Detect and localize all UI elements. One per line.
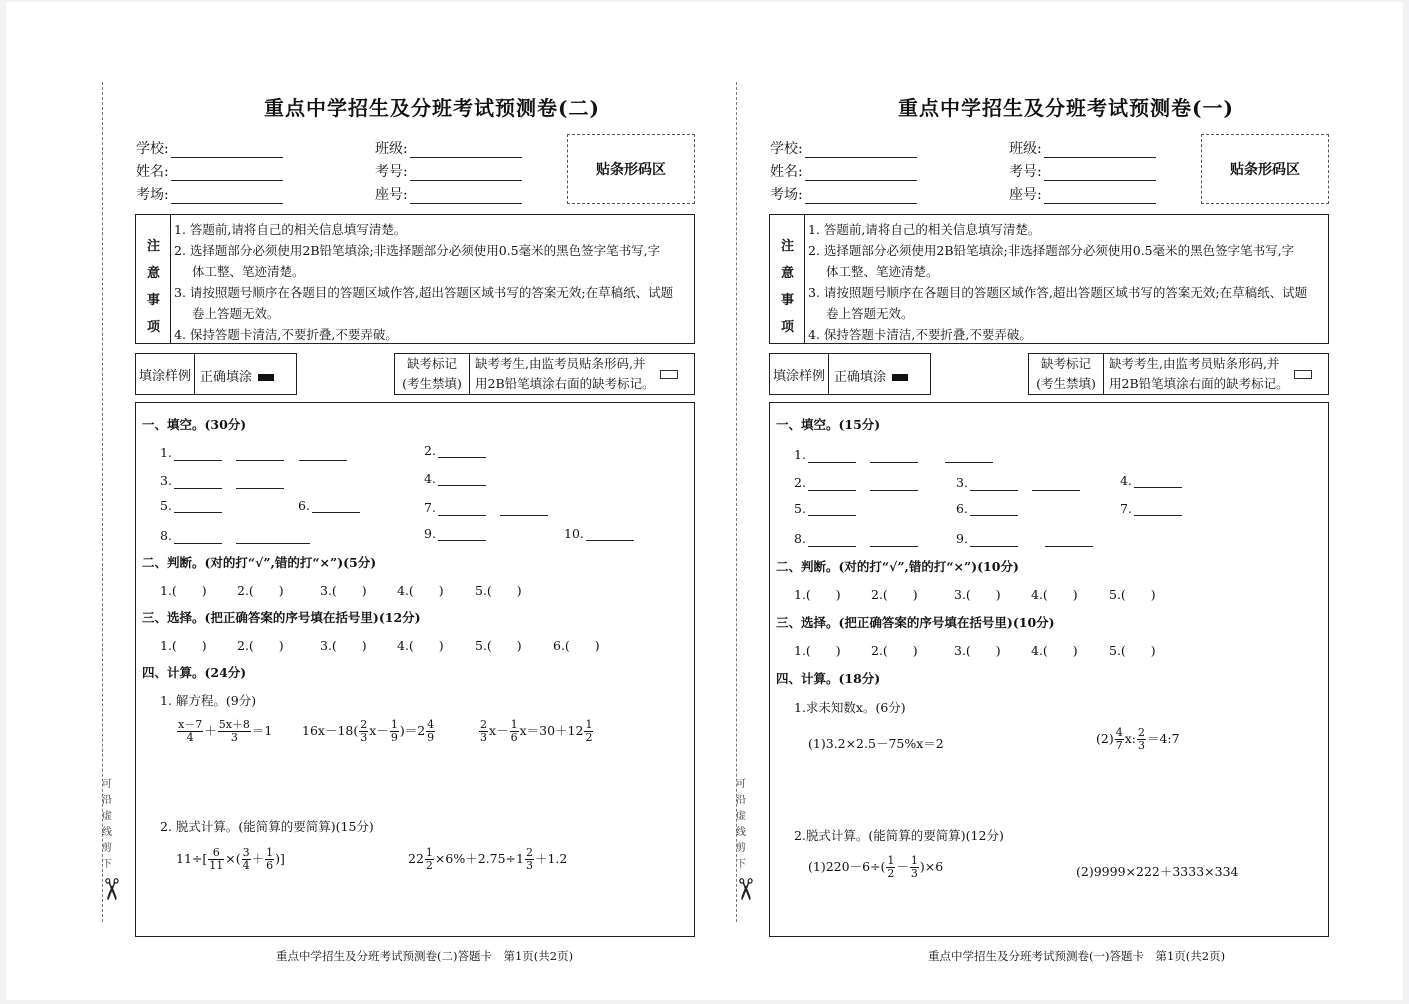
judge-4[interactable]: 4.( ) (1031, 587, 1078, 602)
barcode-area: 贴条形码区 (1201, 134, 1329, 204)
class-field[interactable]: 班级: (1009, 138, 1156, 158)
left-page (93, 2, 736, 1000)
section-fill-blank: 一、填空。(30分) (142, 417, 247, 432)
equation-3: $\frac{2}{3}$ x－ $\frac{1}{6}$ x＝30＋12 $\frac{1}{2}$ (480, 718, 593, 744)
equation-2: (2) $\frac{4}{7}$ x: $\frac{2}{3}$ ＝4:7 (1096, 726, 1180, 752)
scissors-icon: ✂ (93, 876, 129, 903)
calc-find-unknown: 1.求未知数x。(6分) (794, 700, 906, 715)
absent-mark: 缺考标记 (考生禁填) 缺考考生,由监考员贴条形码,并 用2B铅笔填涂右面的缺考标记。 (1028, 353, 1329, 395)
school-field[interactable]: 学校: (770, 138, 917, 158)
filled-mark-icon (892, 374, 908, 381)
judge-3[interactable]: 3.( ) (954, 587, 1001, 602)
choice-4[interactable]: 4.( ) (1031, 643, 1078, 658)
judge-1[interactable]: 1.( ) (160, 583, 207, 598)
notice-side-label: 注 意 事 项 (136, 215, 171, 343)
cut-instruction: 可 沿 虚 线 剪 下 (102, 779, 112, 870)
expression-2: 22 $\frac{1}{2}$ ×6%＋2.75÷1 $\frac{2}{3}$ ＋1.2 (408, 846, 568, 872)
expression-1: (1)220－6÷( $\frac{1}{2}$ － $\frac{1}{3}$ )×6 (808, 854, 944, 880)
fill-sample: 填涂样例 正确填涂 (135, 353, 297, 395)
equation-2: 16x－18( $\frac{2}{3}$ x－ $\frac{1}{9}$ )＝2 $\frac{4}{9}$ (302, 718, 435, 744)
judge-1[interactable]: 1.( ) (794, 587, 841, 602)
blank-3[interactable]: 3. (956, 473, 1080, 491)
class-field[interactable]: 班级: (375, 138, 522, 158)
page-title: 重点中学招生及分班考试预测卷(二) (264, 96, 600, 120)
blank-8[interactable]: 8. (794, 529, 918, 547)
section-calc: 四、计算。(18分) (776, 671, 881, 686)
blank-9[interactable]: 9. (956, 529, 1093, 547)
blank-9[interactable]: 9. (424, 526, 486, 541)
choice-3[interactable]: 3.( ) (320, 638, 367, 653)
page-title: 重点中学招生及分班考试预测卷(一) (898, 96, 1234, 120)
blank-3[interactable]: 3. (160, 471, 284, 489)
fill-sample: 填涂样例 正确填涂 (769, 353, 931, 395)
blank-1[interactable]: 1. (160, 443, 347, 461)
blank-4[interactable]: 4. (424, 471, 486, 486)
cut-instruction: 可 沿 虚 线 剪 下 (736, 779, 746, 870)
notice-text: 1. 答题前,请将自己的相关信息填写清楚。 2. 选择题部分必须使用2B铅笔填涂;非选择题部分必须使用0.5毫米的黑色签字笔书写,字 体工整、笔迹清楚。 3. 请按照题号顺序在各题目的答题区域作答,超出答题区域书写的答案无效;在草稿纸、试题 卷上答题无效。 4. 保持答题卡清洁,不要折叠,不要弄破。 (174, 222, 674, 342)
choice-4[interactable]: 4.( ) (397, 638, 444, 653)
filled-mark-icon (258, 374, 274, 381)
answer-area (769, 402, 1329, 937)
room-field[interactable]: 考场: (136, 184, 283, 204)
school-field[interactable]: 学校: (136, 138, 283, 158)
section-judge: 二、判断。(对的打“√”,错的打“×”)(5分) (142, 555, 377, 570)
notice-box (769, 214, 1329, 344)
barcode-area: 贴条形码区 (567, 134, 695, 204)
page-footer: 重点中学招生及分班考试预测卷(一)答题卡 第1页(共2页) (928, 949, 1226, 963)
judge-3[interactable]: 3.( ) (320, 583, 367, 598)
notice-side-label: 注 意 事 项 (770, 215, 805, 343)
judge-5[interactable]: 5.( ) (1109, 587, 1156, 602)
blank-5[interactable]: 5. (160, 498, 222, 513)
blank-8[interactable]: 8. (160, 526, 310, 544)
blank-1[interactable]: 1. (794, 445, 993, 463)
expression-2: (2)9999×222＋3333×334 (1076, 864, 1239, 879)
blank-5[interactable]: 5. (794, 501, 856, 516)
seat-field[interactable]: 座号: (1009, 184, 1156, 204)
blank-6[interactable]: 6. (298, 498, 360, 513)
section-calc: 四、计算。(24分) (142, 665, 247, 680)
scissors-icon: ✂ (727, 876, 763, 903)
equation-1: $\frac{x-7}{4}$ ＋ $\frac{5x+8}{3}$ ＝1 (178, 718, 273, 744)
section-choice: 三、选择。(把正确答案的序号填在括号里)(10分) (776, 615, 1055, 630)
calc-step-by-step: 2. 脱式计算。(能简算的要简算)(15分) (160, 819, 374, 834)
blank-4[interactable]: 4. (1120, 473, 1182, 488)
absent-mark: 缺考标记 (考生禁填) 缺考考生,由监考员贴条形码,并 用2B铅笔填涂右面的缺考标记。 (394, 353, 695, 395)
calc-solve-equations: 1. 解方程。(9分) (160, 693, 257, 708)
absent-checkbox[interactable] (1294, 370, 1312, 379)
choice-6[interactable]: 6.( ) (553, 638, 600, 653)
room-field[interactable]: 考场: (770, 184, 917, 204)
section-judge: 二、判断。(对的打“√”,错的打“×”)(10分) (776, 559, 1019, 574)
notice-box (135, 214, 695, 344)
choice-1[interactable]: 1.( ) (160, 638, 207, 653)
page-footer: 重点中学招生及分班考试预测卷(二)答题卡 第1页(共2页) (276, 949, 574, 963)
name-field[interactable]: 姓名: (770, 161, 917, 181)
name-field[interactable]: 姓名: (136, 161, 283, 181)
judge-4[interactable]: 4.( ) (397, 583, 444, 598)
blank-2[interactable]: 2. (794, 473, 918, 491)
choice-5[interactable]: 5.( ) (475, 638, 522, 653)
section-fill-blank: 一、填空。(15分) (776, 417, 881, 432)
blank-10[interactable]: 10. (564, 526, 634, 541)
seat-field[interactable]: 座号: (375, 184, 522, 204)
notice-text: 1. 答题前,请将自己的相关信息填写清楚。 2. 选择题部分必须使用2B铅笔填涂;非选择题部分必须使用0.5毫米的黑色签字笔书写,字 体工整、笔迹清楚。 3. 请按照题号顺序在各题目的答题区域作答,超出答题区域书写的答案无效;在草稿纸、试题 卷上答题无效。 4. 保持答题卡清洁,不要折叠,不要弄破。 (808, 222, 1308, 342)
blank-7[interactable]: 7. (1120, 501, 1182, 516)
blank-2[interactable]: 2. (424, 443, 486, 458)
exam-no-field[interactable]: 考号: (1009, 161, 1156, 181)
answer-sheet-spread (6, 2, 1403, 1000)
right-page (727, 2, 1370, 1000)
absent-checkbox[interactable] (660, 370, 678, 379)
choice-1[interactable]: 1.( ) (794, 643, 841, 658)
judge-5[interactable]: 5.( ) (475, 583, 522, 598)
choice-5[interactable]: 5.( ) (1109, 643, 1156, 658)
judge-2[interactable]: 2.( ) (871, 587, 918, 602)
choice-2[interactable]: 2.( ) (871, 643, 918, 658)
answer-area (135, 402, 695, 937)
blank-6[interactable]: 6. (956, 501, 1018, 516)
blank-7[interactable]: 7. (424, 498, 548, 516)
equation-1: (1)3.2×2.5－75%x＝2 (808, 736, 944, 751)
choice-2[interactable]: 2.( ) (237, 638, 284, 653)
calc-step-by-step: 2.脱式计算。(能简算的要简算)(12分) (794, 828, 1004, 843)
section-choice: 三、选择。(把正确答案的序号填在括号里)(12分) (142, 610, 421, 625)
judge-2[interactable]: 2.( ) (237, 583, 284, 598)
exam-no-field[interactable]: 考号: (375, 161, 522, 181)
expression-1: 11÷[ $\frac{6}{11}$ ×( $\frac{3}{4}$ ＋ $\frac{1}{6}$ )] (176, 846, 285, 872)
choice-3[interactable]: 3.( ) (954, 643, 1001, 658)
